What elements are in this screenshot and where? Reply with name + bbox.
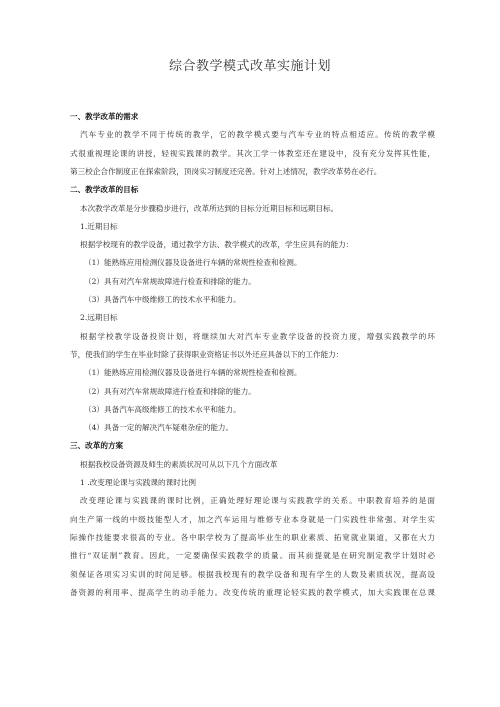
paragraph-line: 推行“双证制”教育。因此，一定要确保实践教学的质量。而其前提就是在研究制定教学计划时必 — [70, 551, 435, 561]
list-item: （1）能熟练应用检测仪器及设备进行车辆的常规性检查和检测。 — [84, 258, 302, 268]
section-heading: 二、教学改革的目标 — [70, 185, 139, 195]
paragraph-line: 节，使我们的学生在毕业时除了获得职业资格证书以外还应具备以下的工作能力： — [70, 349, 344, 359]
paragraph-line: 根据学校教学设备投资计划，将继续加大对汽车专业教学设备的投资力度，增强实践教学的环 — [80, 331, 435, 341]
document-title: 综合教学模式改革实施计划 — [168, 59, 331, 74]
paragraph-line: 根据学校现有的教学设备，通过教学方法、教学模式的改革，学生应具有的能力： — [80, 240, 354, 250]
paragraph-line: 汽车专业的教学不同于传统的教学，它的教学模式要与汽车专业的特点相适应。传统的教学模 — [80, 130, 435, 140]
paragraph-line: 改变理论课与实践课的课时比例，正确处理好理论课与实践教学的关系。中职教育培养的是面 — [80, 496, 435, 506]
paragraph-line: 际操作技能要求很高的专业。各中职学校为了提高毕业生的职业素质、拓宽就业渠道，又都在大力 — [70, 532, 435, 542]
paragraph-line: 式很重视理论课的讲授，轻视实践课的教学。其次工学一体教室还在建设中，没有充分发挥其性能， — [70, 148, 435, 158]
paragraph-line: 第三校企合作制度正在探索阶段，顶岗实习制度还完善。针对上述情况，教学改革势在必行。 — [70, 166, 382, 176]
list-item: （4）具备一定的解决汽车疑难杂症的能力。 — [84, 423, 234, 433]
subsection-heading: 2.远期目标 — [80, 313, 118, 323]
list-item: （2）具有对汽车常规故障进行检查和排除的能力。 — [84, 276, 256, 286]
paragraph-line: 根据我校设备资源及师生的素质状况可从以下几个方面改革 — [80, 459, 278, 469]
section-heading: 三、改革的方案 — [70, 441, 124, 451]
subsection-heading: 1.近期目标 — [80, 221, 118, 231]
list-item: （3）具备汽车高级维修工的技术水平和能力。 — [84, 404, 241, 414]
list-item: （3）具备汽车中级维修工的技术水平和能力。 — [84, 295, 241, 304]
section-heading: 一、教学改革的需求 — [70, 112, 139, 121]
paragraph-line: 向生产第一线的中级技能型人才，加之汽车运用与维修专业本身就是一门实践性非常强、对学生实 — [70, 514, 435, 524]
list-item: （2）具有对汽车常规故障进行检查和排除的能力。 — [84, 386, 256, 396]
paragraph-line: 备资源的利用率、提高学生的动手能力。改变传统的重理论轻实践的教学模式，加大实践课在总课 — [70, 587, 435, 597]
list-item: （1）能熟练应用检测仪器及设备进行车辆的常规性检查和检测。 — [84, 368, 302, 378]
paragraph-line: 本次教学改革是分步骤稳步进行，改革所达到的目标分近期目标和远期目标。 — [80, 203, 339, 213]
subsection-heading: 1 .改变理论课与实践课的课时比例 — [80, 478, 196, 487]
paragraph-line: 须保证各项实习实训的时间足够。根据我校现有的教学设备和现有学生的人数及素质状况，提高设 — [70, 569, 435, 579]
